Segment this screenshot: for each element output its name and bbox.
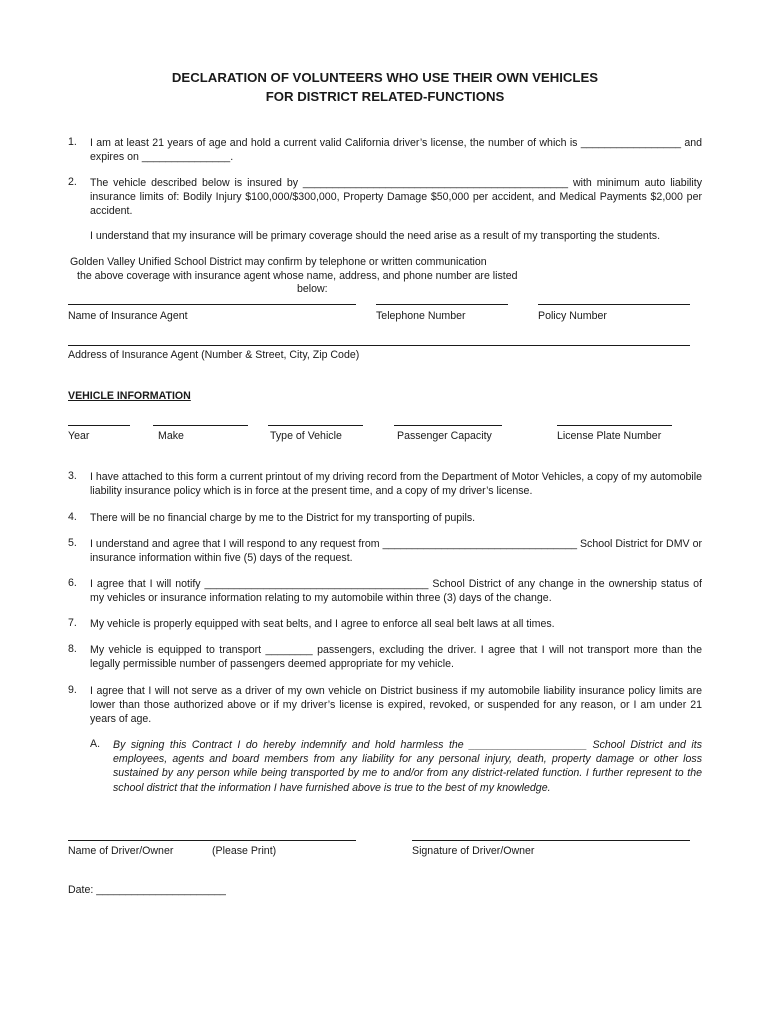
item-6-text: I agree that I will notify ______________________________________ School District of any change in the ownership status of my vehicles or insurance information relating to my automobile within three (3) days of the change. — [90, 578, 702, 605]
agent-policy-label: Policy Number — [538, 310, 607, 322]
date-field[interactable]: Date: ______________________ — [68, 884, 226, 896]
vehicle-plate-line[interactable] — [557, 425, 672, 426]
document-title-line1: DECLARATION OF VOLUNTEERS WHO USE THEIR OWN VEHICLES — [171, 70, 599, 85]
vehicle-year-line[interactable] — [68, 425, 130, 426]
driver-name-line[interactable] — [68, 840, 356, 841]
confirm-line3: below: — [297, 283, 328, 295]
agent-phone-label: Telephone Number — [376, 310, 466, 322]
vehicle-make-line[interactable] — [153, 425, 248, 426]
item-a-text: By signing this Contract I do hereby indemnify and hold harmless the ____________________ School District and its employees, agents and board members from any liability for any personal injury, death, property damage or other loss sustained by any person while being transported by me to and/or from any district-related function. I further represent to the school district that the information I have furnished above is true to the best of my knowledge. — [113, 739, 702, 794]
confirm-line1: Golden Valley Unified School District may confirm by telephone or written communication — [70, 256, 487, 268]
vehicle-info-heading: VEHICLE INFORMATION — [68, 390, 191, 402]
item-3-number: 3. — [68, 470, 77, 482]
item-7-text: My vehicle is properly equipped with seat belts, and I agree to enforce all seal belt laws at all times. — [90, 618, 555, 630]
agent-name-label: Name of Insurance Agent — [68, 310, 188, 322]
agent-address-label: Address of Insurance Agent (Number & Street, City, Zip Code) — [68, 349, 360, 361]
vehicle-plate-label: License Plate Number — [557, 430, 662, 442]
agent-phone-line[interactable] — [376, 304, 508, 305]
item-6-number: 6. — [68, 577, 77, 589]
item-9-number: 9. — [68, 684, 77, 696]
item-3-text: I have attached to this form a current printout of my driving record from the Department of Motor Vehicles, a copy of my automobile liability insurance policy which is in force at the present time, and a copy of my driver’s license. — [90, 471, 702, 498]
document-title-line2: FOR DISTRICT RELATED-FUNCTIONS — [265, 89, 505, 104]
vehicle-make-label: Make — [158, 430, 184, 442]
item-a-label: A. — [90, 738, 101, 750]
driver-signature-label: Signature of Driver/Owner — [412, 845, 535, 857]
item-4-text: There will be no financial charge by me to the District for my transporting of pupils. — [90, 512, 476, 524]
item-8-text: My vehicle is equipped to transport ________ passengers, excluding the driver. I agree that I will not transport more than the legally permissible number of passengers deemed appropriate for my vehicle. — [90, 644, 702, 671]
vehicle-type-line[interactable] — [268, 425, 363, 426]
driver-signature-line[interactable] — [412, 840, 690, 841]
driver-name-label: Name of Driver/Owner — [68, 845, 174, 857]
agent-name-line[interactable] — [68, 304, 356, 305]
please-print-label: (Please Print) — [212, 845, 277, 857]
agent-policy-line[interactable] — [538, 304, 690, 305]
item-5-text: I understand and agree that I will respond to any request from _________________________________ School District for DMV or insurance information within five (5) days of the request. — [90, 538, 702, 565]
confirm-line2: the above coverage with insurance agent whose name, address, and phone number are listed — [77, 270, 518, 282]
item-8-number: 8. — [68, 643, 77, 655]
vehicle-type-label: Type of Vehicle — [270, 430, 342, 442]
vehicle-year-label: Year — [68, 430, 90, 442]
item-2-number: 2. — [68, 176, 77, 188]
vehicle-capacity-line[interactable] — [394, 425, 502, 426]
primary-coverage-text: I understand that my insurance will be primary coverage should the need arise as a result of my transporting the students. — [90, 230, 661, 242]
item-1-text: I am at least 21 years of age and hold a current valid California driver’s license, the number of which is _________________ and expires on _______________. — [90, 137, 702, 164]
item-2-text: The vehicle described below is insured by _____________________________________________ with minimum auto liability insurance limits of: Bodily Injury $100,000/$300,000, Property Damage $50,000 per accident, and Medical Payments $2,000 per accident. — [90, 177, 702, 218]
vehicle-capacity-label: Passenger Capacity — [397, 430, 492, 442]
item-5-number: 5. — [68, 537, 77, 549]
item-9-text: I agree that I will not serve as a driver of my own vehicle on District business if my automobile liability insurance policy limits are lower than those authorized above or if my driver’s license is expired, revoked, or suspended for any reason, or I am under 21 years of age. — [90, 685, 702, 726]
item-4-number: 4. — [68, 511, 77, 523]
agent-address-line[interactable] — [68, 345, 690, 346]
item-7-number: 7. — [68, 617, 77, 629]
item-1-number: 1. — [68, 136, 77, 148]
